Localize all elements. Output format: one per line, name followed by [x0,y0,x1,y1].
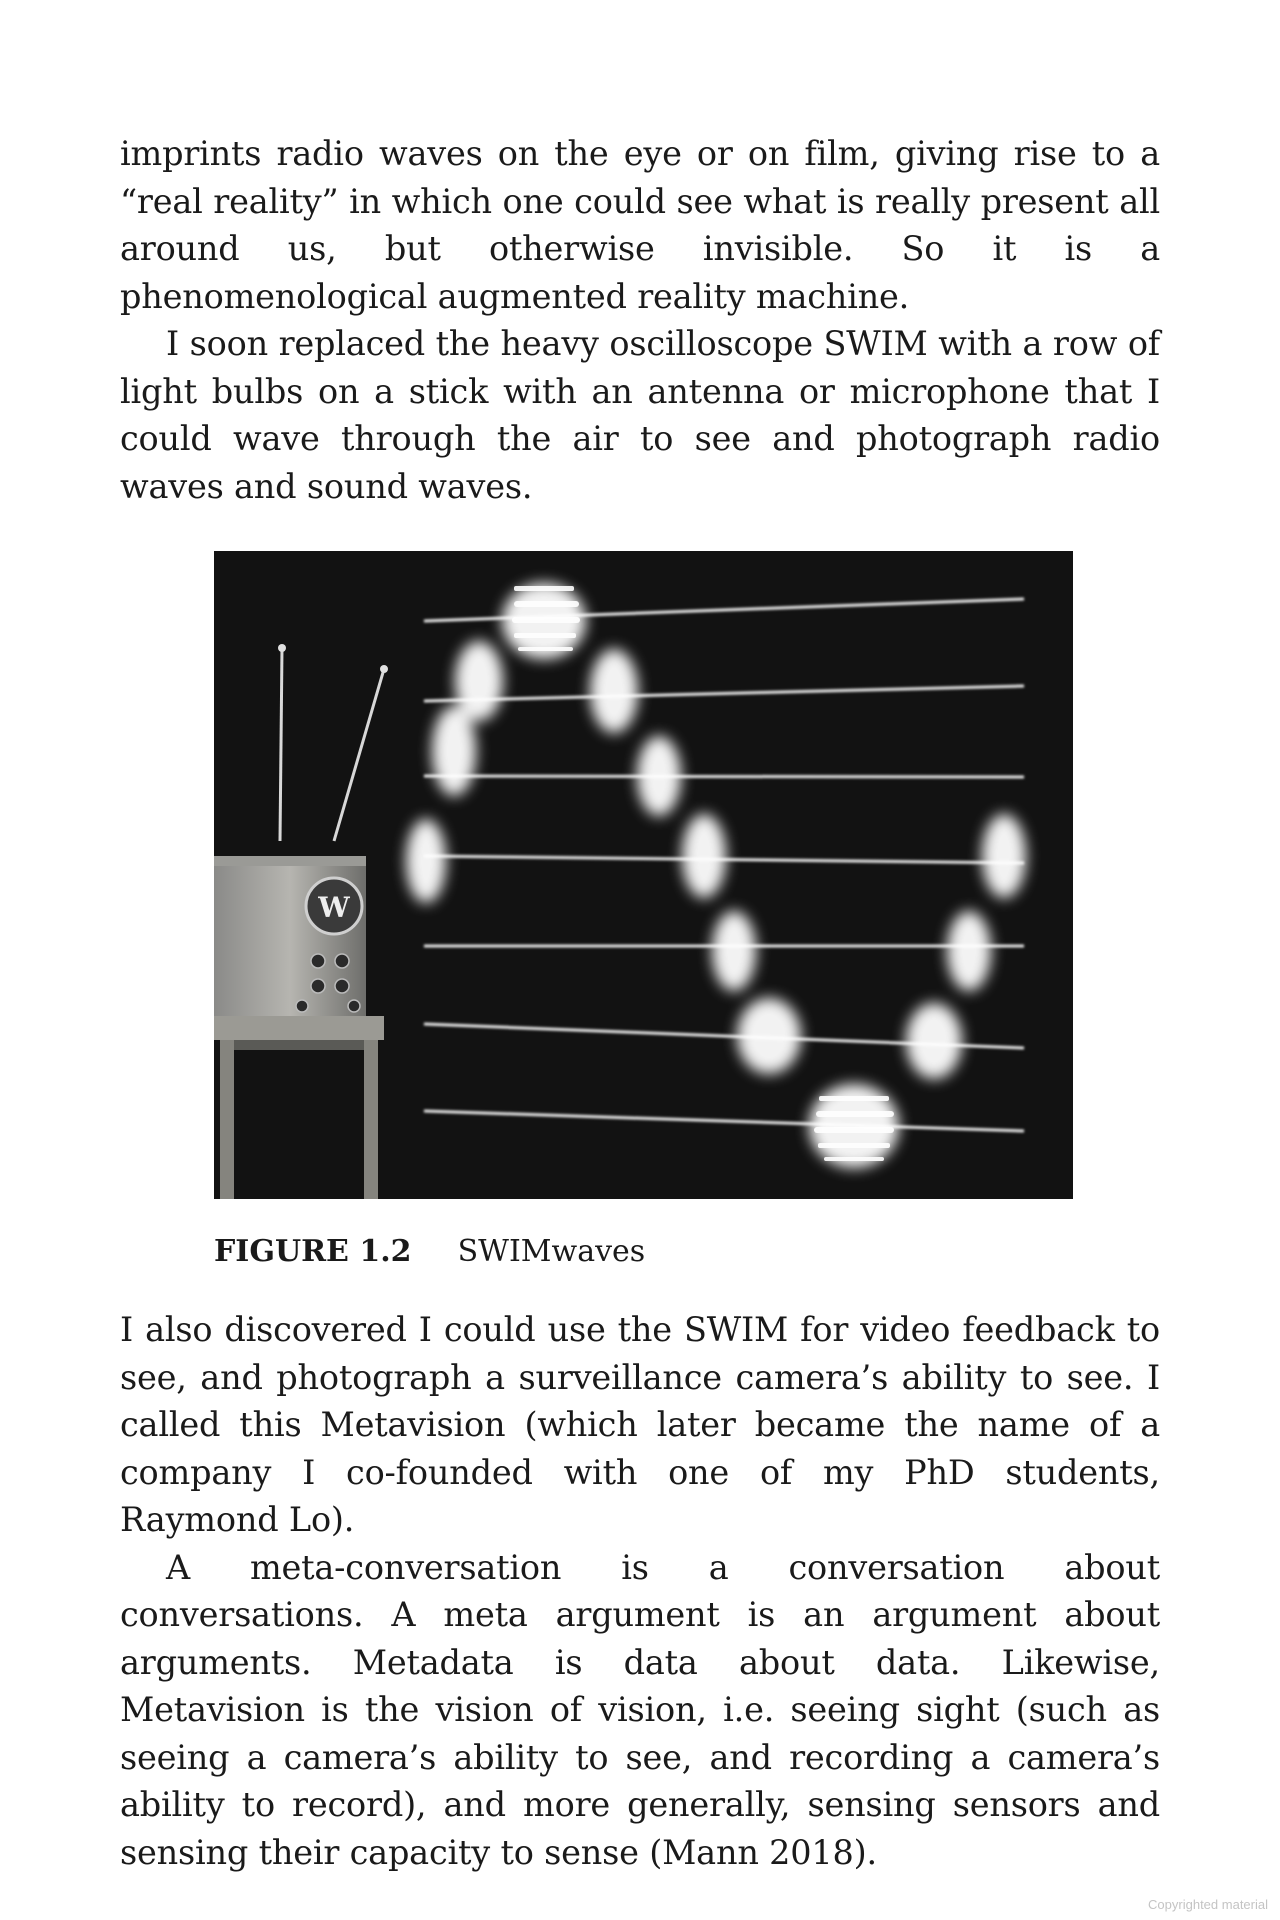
swimwaves-photo-illustration [214,551,1073,1199]
figure-label: FIGURE 1.2 [214,1234,412,1269]
figure-caption [214,1232,645,1272]
scope-logo: W [318,891,350,924]
text-block-bottom [120,1306,1160,1876]
paragraph: imprints radio waves on the eye or on film, giving rise to a “real reality” in which one could see what is really present all around us, but otherwise invisible. So it is a phenomenological augmented reality machine. [120,134,1160,316]
text-block-top [120,130,1160,510]
paragraph: I soon replaced the heavy oscilloscope SWIM with a row of light bulbs on a stick with an antenna or microphone that I could wave through the air to see and photograph radio waves and sound waves. [120,324,1160,506]
copyright-watermark: Copyrighted material [1148,1897,1268,1912]
paragraph: A meta-conversation is a conversation about conversations. A meta argument is an argument about arguments. Metadata is data about data. Likewise, Metavision is the vision of vision, i.e. seeing sight (such as seeing a camera’s ability to see, and recording a camera’s ability to record), and more generally, sensing sensors and sensing their capacity to sense (Mann 2018). [120,1547,1160,1872]
paragraph: I also discovered I could use the SWIM for video feedback to see, and photograph a surveillance camera’s ability to see. I called this Metavision (which later became the name of a company I co-founded with one of my PhD students, Raymond Lo). [120,1310,1160,1539]
figure-caption-text: SWIMwaves [457,1234,646,1269]
figure-swimwaves-photo [214,551,1073,1199]
